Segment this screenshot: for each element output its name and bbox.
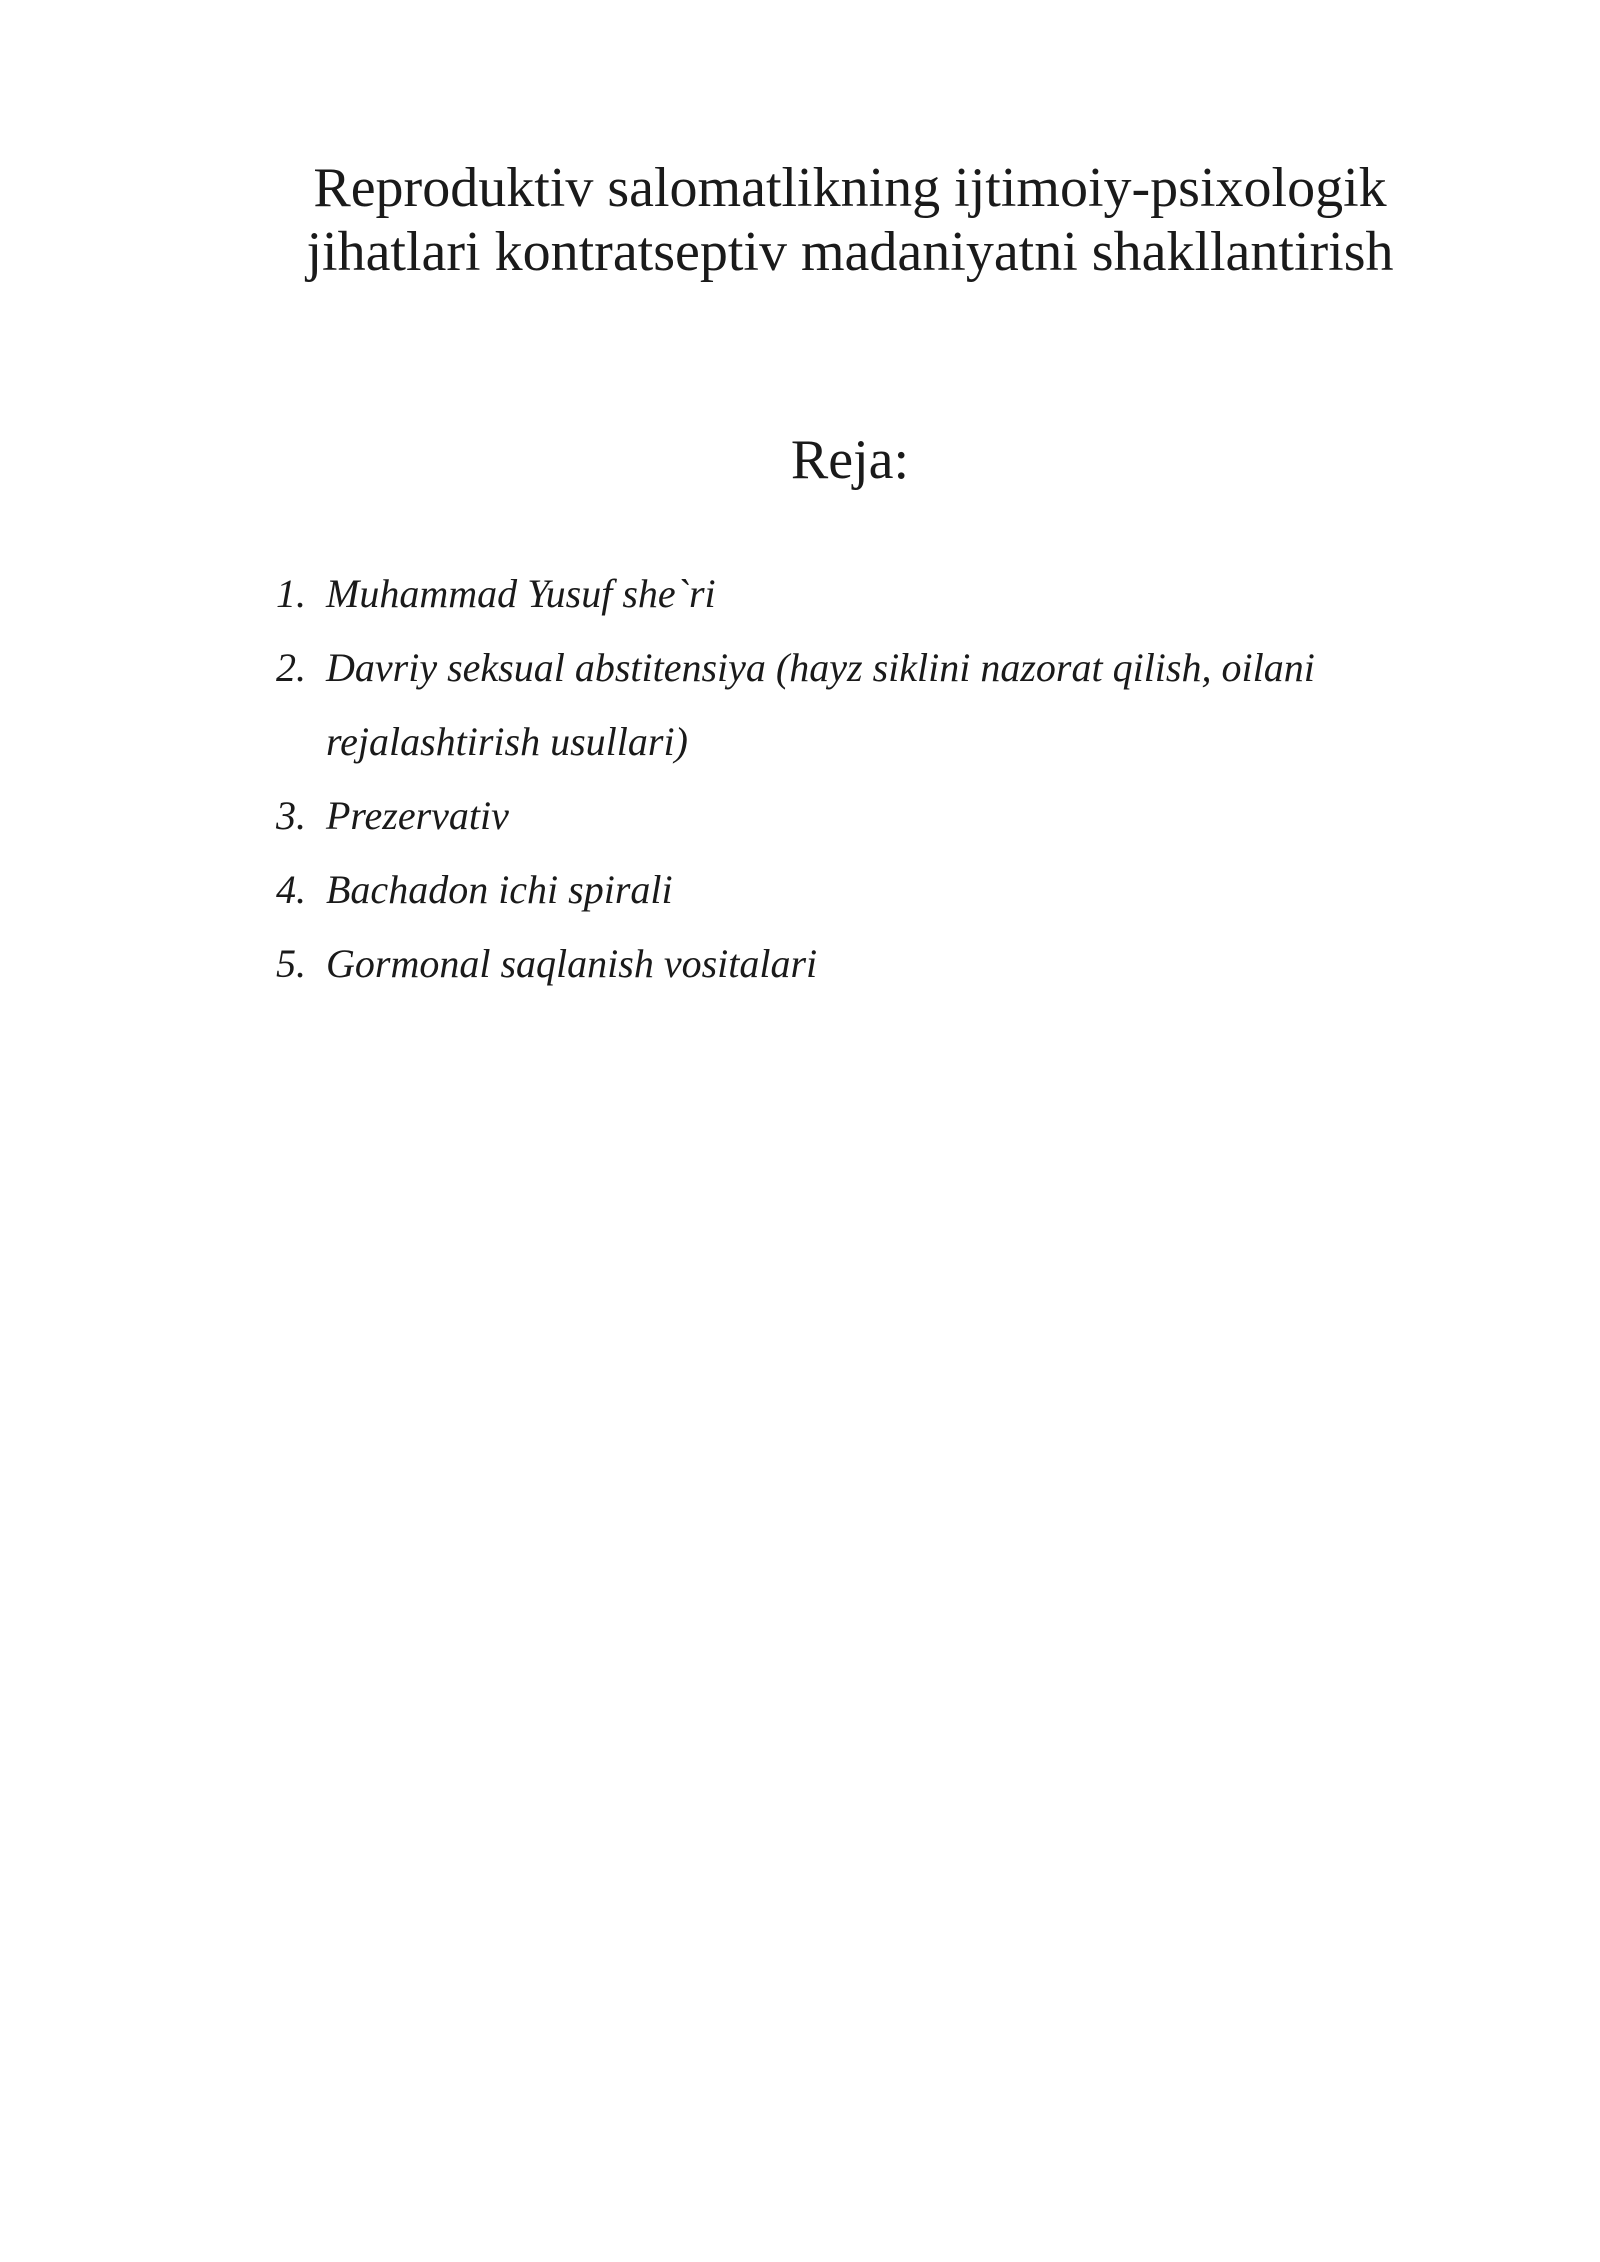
plan-item-3	[276, 779, 1456, 853]
plan-item-1	[276, 557, 1456, 631]
title-line-1: Reproduktiv salomatlikning ijtimoiy-psixologik	[313, 157, 1387, 219]
plan-item-2	[276, 631, 1456, 779]
plan-item-number: 3.	[276, 793, 306, 838]
plan-item-text: Prezervativ	[326, 793, 509, 838]
plan-item-text: Davriy seksual abstitensiya (hayz siklini nazorat qilish, oilani rejalashtirish usullari)	[326, 645, 1315, 764]
plan-item-text: Bachadon ichi spirali	[326, 867, 673, 912]
plan-item-text: Gormonal saqlanish vositalari	[326, 941, 818, 986]
plan-item-number: 5.	[276, 941, 306, 986]
plan-item-4	[276, 853, 1456, 927]
document-title	[200, 156, 1500, 284]
plan-item-number: 2.	[276, 645, 306, 690]
plan-list	[276, 557, 1456, 1001]
plan-item-number: 4.	[276, 867, 306, 912]
plan-heading: Reja:	[790, 429, 910, 491]
plan-item-5	[276, 927, 1456, 1001]
title-line-2: jihatlari kontratseptiv madaniyatni shakllantirish	[306, 221, 1394, 283]
plan-item-text: Muhammad Yusuf she`ri	[326, 571, 716, 616]
plan-item-number: 1.	[276, 571, 306, 616]
